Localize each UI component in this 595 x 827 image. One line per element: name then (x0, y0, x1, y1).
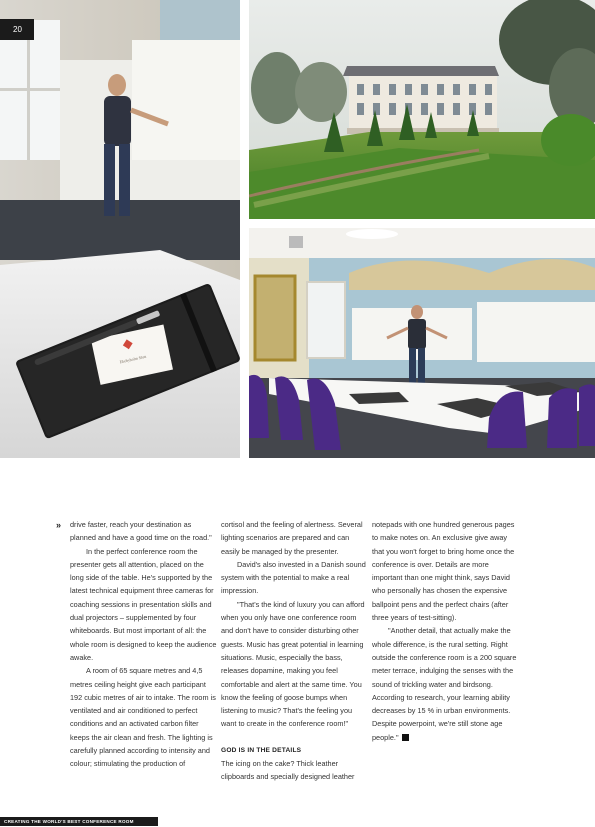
page-number: 20 (0, 19, 34, 40)
col2-paragraph-4: The icing on the cake? Thick leather clipboards and specially designed leather (221, 759, 355, 782)
end-of-article-square (402, 734, 409, 741)
photo-conference-room (249, 228, 595, 458)
continued-marker: » (56, 520, 62, 530)
footer-running-title: CREATING THE WORLD'S BEST CONFERENCE ROOM (0, 817, 158, 826)
photo-conference-room-image (249, 228, 595, 458)
article-column-1 (70, 518, 217, 771)
section-heading: GOD IS IN THE DETAILS (221, 746, 302, 754)
col1-paragraph-2: In the perfect conference room the presenter gets all attention, placed on the long side of the table. He's supported by the latest technical equipment three cameras for coaching sessions in presentation skills and dual projectors – supplemented by four whiteboards. But most important of all: the whole room is designed to keep the audience awake. (70, 546, 217, 662)
photo-manor-house-garden-image (249, 0, 595, 219)
notebook-card-text: Ekebyholm Slott (119, 353, 147, 365)
col3-paragraph-1: notepads with one hundred generous pages to make notes on. An exclusive give away that you won't forget to bring home once the conference is over. Details are more important than one might think, says David who personally has chosen the expensive ballpoint pens and the perfect chairs (after three years of test-sitting). (372, 520, 515, 623)
article-column-2 (221, 518, 368, 784)
photo-presenter-notebook-image (0, 0, 240, 458)
col3-paragraph-2: "Another detail, that actually make the whole difference, is the rural setting. Right outside the conference room is a 200 square meter terrace, indulging the senses with the sound of trickling water and birdsong. According to research, your learning ability decreases by 15 % in urban environments. Despite powerpoint, we're still stone age people." (372, 626, 517, 742)
col3-paragraph-2-wrap (372, 624, 520, 744)
col1-paragraph-3: A room of 65 square metres and 4,5 metres ceiling height give each participant 192 cubic metres of air to intake. The room is ventilated and air conditioned to perfect conditions and an activated carbon filter keeps the air clean and fresh. The lighting is carefully planned according to intensity and colour; stimulating the production of (70, 666, 216, 769)
article-column-3 (372, 518, 520, 744)
photo-presenter-notebook (0, 0, 240, 458)
col2-paragraph-2: David's also invested in a Danish sound system with the potential to make a real impression. (221, 559, 366, 596)
col2-paragraph-1: cortisol and the feeling of alertness. Several lighting scenarios are prepared and can easily be managed by the presenter. (221, 520, 363, 556)
col2-paragraph-3: "That's the kind of luxury you can afford when you only have one conference room and don't have to consider disturbing other guests. Music has great potential in learning situations. Music, especially the bass, releases dopamine, making you feel comfortable and alert at the same time. You know the feeling of goose bumps when listening to music? That's the feeling you want to create in the conference room!" (221, 599, 365, 729)
photo-manor-house-garden (249, 0, 595, 219)
col1-paragraph-1: drive faster, reach your destination as planned and have a good time on the road." (70, 520, 212, 543)
